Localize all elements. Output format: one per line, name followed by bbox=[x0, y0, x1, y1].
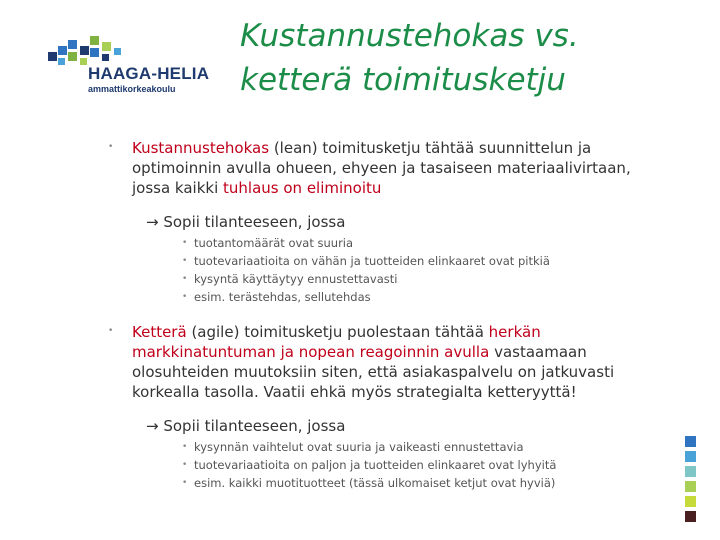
lean-highlight: Kustannustehokas bbox=[132, 139, 270, 157]
lean-description bbox=[132, 138, 672, 198]
list-item: • kysyntä käyttäytyy ennustettavasti bbox=[182, 270, 550, 288]
haaga-helia-logo bbox=[36, 28, 226, 98]
lean-subheading bbox=[146, 212, 345, 232]
deco-square bbox=[685, 496, 696, 507]
arrow-right-icon: → bbox=[146, 417, 159, 435]
list-item: • tuotevariaatioita on vähän ja tuotteiden elinkaaret ovat pitkiä bbox=[182, 252, 550, 270]
list-item: • esim. kaikki muotituotteet (tässä ulkomaiset ketjut ovat hyviä) bbox=[182, 474, 556, 492]
lean-subheading-text: Sopii tilanteeseen, jossa bbox=[163, 213, 346, 231]
bullet-icon: • bbox=[108, 326, 114, 336]
lean-conditions-list bbox=[182, 234, 550, 306]
side-decoration bbox=[685, 436, 699, 516]
lean-text: (lean) toimitusketju tähtää suunnittelun ja optimoinnin avulla ohueen, ehyeen ja tasaiseen materiaalivirtaan, jossa kaikki bbox=[132, 139, 631, 197]
slide-title bbox=[240, 14, 710, 102]
list-item: • tuotevariaatioita on paljon ja tuotteiden elinkaaret ovat lyhyitä bbox=[182, 456, 556, 474]
deco-square bbox=[685, 511, 696, 522]
list-item: • tuotantomäärät ovat suuria bbox=[182, 234, 550, 252]
title-line-1: Kustannustehokas vs. bbox=[240, 18, 579, 54]
bullet-icon: • bbox=[108, 142, 114, 152]
arrow-right-icon: → bbox=[146, 213, 159, 231]
list-item: • kysynnän vaihtelut ovat suuria ja vaikeasti ennustettavia bbox=[182, 438, 556, 456]
list-item: • esim. terästehdas, sellutehdas bbox=[182, 288, 550, 306]
deco-square bbox=[685, 481, 696, 492]
lean-highlight-2: tuhlaus on eliminoitu bbox=[223, 179, 382, 197]
logo-name: HAAGA-HELIA bbox=[88, 64, 210, 83]
title-line-2: ketterä toimitusketju bbox=[240, 62, 566, 98]
agile-text-a: (agile) toimitusketju puolestaan tähtää bbox=[186, 323, 489, 341]
agile-description bbox=[132, 322, 672, 402]
deco-square bbox=[685, 451, 696, 462]
agile-subheading-text: Sopii tilanteeseen, jossa bbox=[163, 417, 346, 435]
logo-subtitle: ammattikorkeakoulu bbox=[88, 84, 176, 94]
agile-subheading bbox=[146, 416, 345, 436]
agile-text-b: vastaamaan olosuhteiden muutoksiin siten, että asiakaspalvelu on jatkuvasti korkealla tasolla. Vaatii ehkä myös strategialta ketteryyttä! bbox=[132, 343, 615, 401]
agile-highlight: Ketterä bbox=[132, 323, 187, 341]
agile-highlight-2: herkän markkinatuntuman ja nopean reagoinnin avulla bbox=[132, 323, 541, 361]
agile-conditions-list bbox=[182, 438, 556, 492]
deco-square bbox=[685, 466, 696, 477]
deco-square bbox=[685, 436, 696, 447]
